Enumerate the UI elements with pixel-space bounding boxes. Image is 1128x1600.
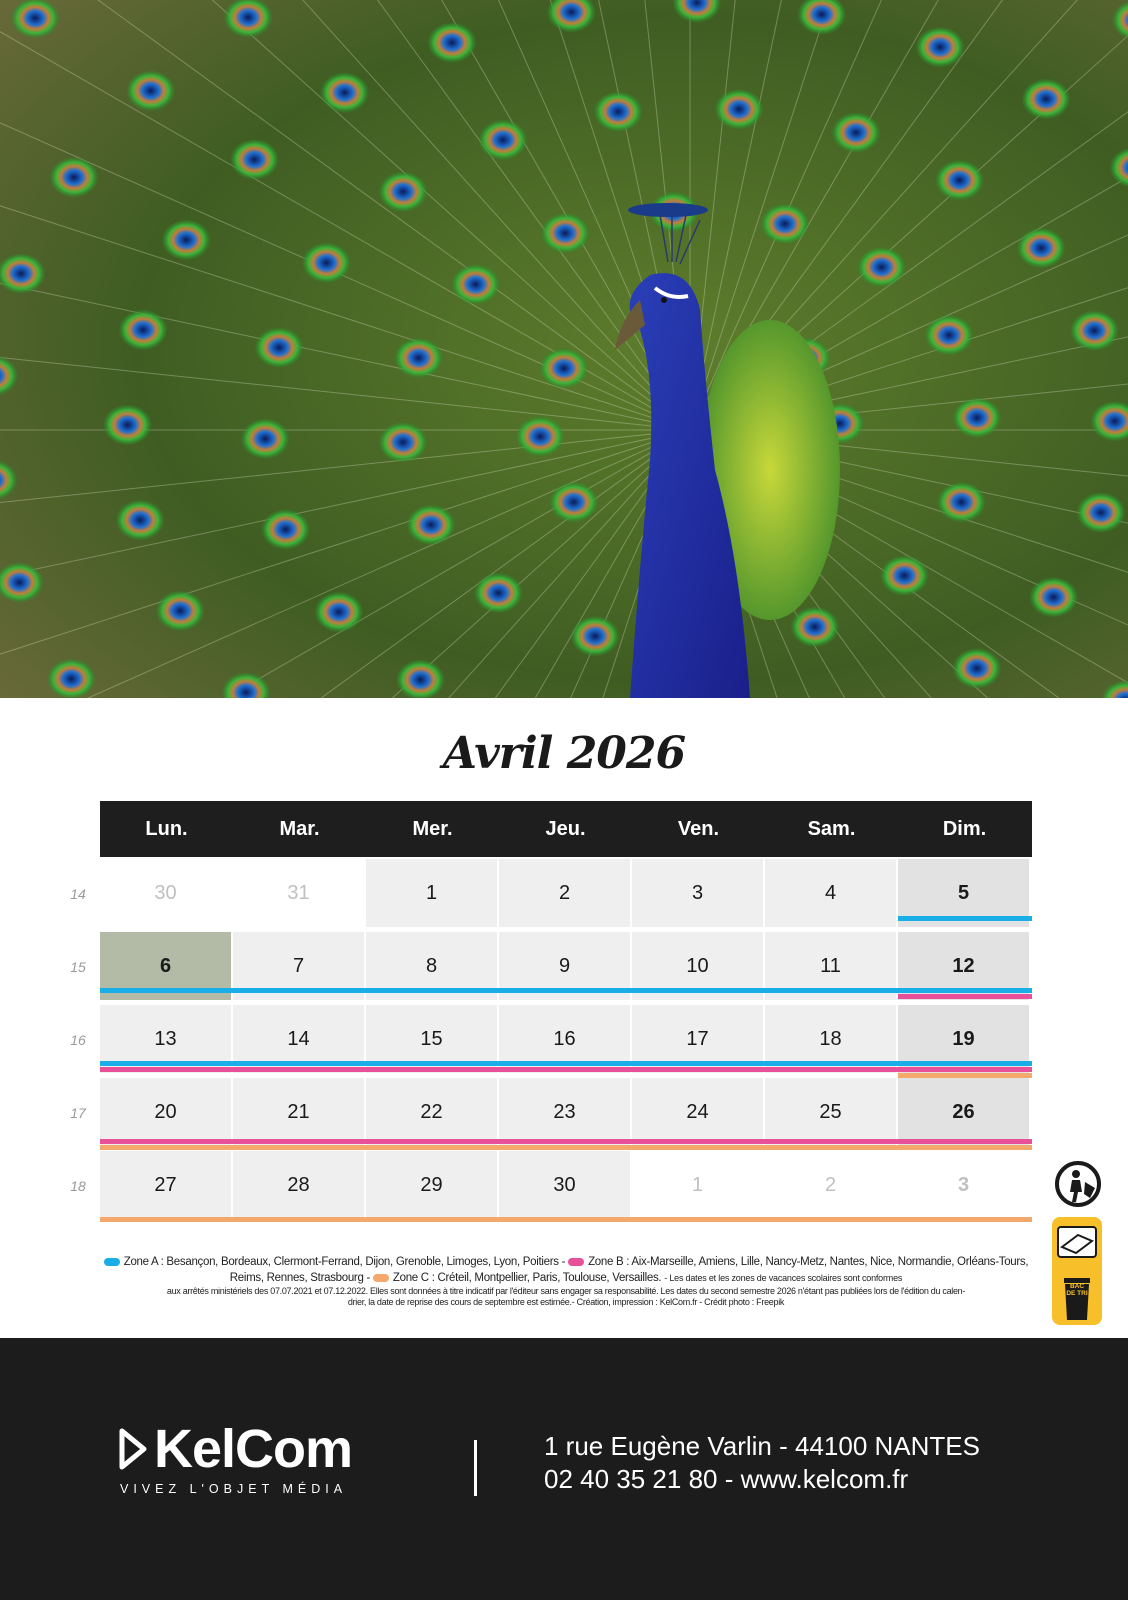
zone-a-holiday-bar [100,988,1032,993]
legend-note: - Les dates et les zones de vacances scolaires sont conformes [664,1273,903,1283]
zone-a-dot [104,1258,120,1266]
logo-name: KelCom [154,1419,353,1479]
zones-legend: Zone A : Besançon, Bordeaux, Clermont-Ferrand, Dijon, Grenoble, Limoges, Lyon, Poitiers - Zone B : Aix-Marseille, Amiens, Lille, Nancy-Metz, Nantes, Nice, Normandie, Orléans-Tours, Reims, Rennes, Strasbourg - Zone C : Créteil, Montpellier, Paris, Toulouse, Versailles. - Les dates et les zones de vacances scolaires sont conformes aux arrêtés ministériels des 07.07.2021 et 07.12.2022. Elles sont données à titre indicatif par l'éditeur sans engager sa responsabilité. Les dates du second semestre 2026 n'étant pas publiées lors de l'édition du calen- drier, la date de reprise des cours de septembre est estimée.- Création, impression : KelCom.fr - Crédit photo : Freepik [100,1254,1032,1308]
legend-note: drier, la date de reprise des cours de septembre est estimée.- Création, impression : KelCom.fr - Crédit photo : Freepik [347,1297,785,1307]
day-cell-sunday: 12 [898,932,1029,1000]
weekday-sun: Dim. [942,817,987,840]
day-cell: 9 [499,932,630,1000]
week-number: 16 [70,1032,86,1048]
day-cell: 2 [499,859,630,927]
week-number: 14 [70,886,86,902]
play-arrow-icon [118,1427,148,1471]
address-line: 1 rue Eugène Varlin - 44100 NANTES [544,1431,980,1461]
day-cell: 2 [824,1173,837,1196]
recycling-info [1052,1158,1104,1325]
day-cell: 18 [765,1005,896,1073]
day-cell-sunday: 19 [898,1005,1029,1073]
day-cell-sunday: 26 [898,1078,1029,1146]
zone-b-holiday-bar [100,1139,1032,1144]
zone-c-holiday-bar [898,1073,1032,1078]
day-cell-sunday: 5 [898,859,1029,927]
day-cell: 15 [366,1005,497,1073]
day-cell: 11 [765,932,896,1000]
weekday-thu: Jeu. [545,817,586,840]
month-title: Avril 2026 [442,728,686,779]
day-cell-sunday: 3 [957,1173,970,1196]
day-cell: 30 [154,881,177,904]
day-cell: 30 [499,1151,630,1219]
weekday-wed: Mer. [412,817,453,840]
kelcom-logo[interactable] [118,1418,352,1496]
contact-block [544,1430,980,1496]
sorting-bin-badge [1052,1217,1102,1325]
day-cell: 31 [287,881,310,904]
day-cell: 4 [765,859,896,927]
zone-c-holiday-bar [100,1145,1032,1150]
zone-a-text: Zone A : Besançon, Bordeaux, Clermont-Ferrand, Dijon, Grenoble, Limoges, Lyon, Poitiers [123,1256,559,1268]
day-cell: 1 [366,859,497,927]
day-cell: 22 [366,1078,497,1146]
week-number: 17 [70,1105,86,1121]
logo-tagline: VIVEZ L'OBJET MÉDIA [120,1482,348,1496]
weekday-header [100,801,1032,857]
day-cell: 20 [100,1078,231,1146]
footer [0,1338,1128,1600]
day-cell: 13 [100,1005,231,1073]
zone-c-holiday-bar [100,1217,1032,1222]
day-cell: 7 [233,932,364,1000]
week-number: 18 [70,1178,86,1194]
week-number: 15 [70,959,86,975]
zone-c-dot [373,1274,389,1282]
zone-b-dot [568,1258,584,1266]
day-cell: 24 [632,1078,763,1146]
weekday-fri: Ven. [677,817,720,840]
day-cell: 10 [632,932,763,1000]
day-cell: 21 [233,1078,364,1146]
zone-b-holiday-bar [100,1067,1032,1072]
day-cell: 25 [765,1078,896,1146]
day-cell: 23 [499,1078,630,1146]
legend-note: aux arrêtés ministériels des 07.07.2021 et 07.12.2022. Elles sont données à titre indicatif par l'éditeur sans engager sa responsabilité. Les dates du second semestre 2026 n'étant pas publiées lors de l'édition du calen- [166,1286,966,1296]
zone-c-text: Zone C : Créteil, Montpellier, Paris, Toulouse, Versailles. [392,1272,662,1284]
weekday-sat: Sam. [807,817,856,840]
day-cell: 29 [366,1151,497,1219]
zone-a-holiday-bar [898,916,1032,921]
day-cell: 28 [233,1151,364,1219]
day-cell: 17 [632,1005,763,1073]
zone-a-holiday-bar [100,1061,1032,1066]
day-cell: 3 [632,859,763,927]
zone-b-holiday-bar [898,994,1032,999]
day-cell: 27 [100,1151,231,1219]
packaging-icon [1052,1217,1102,1269]
day-cell: 14 [233,1005,364,1073]
day-cell-holiday: 6 [100,932,231,1000]
day-cell: 1 [691,1173,704,1196]
contact-line[interactable]: 02 40 35 21 80 - www.kelcom.fr [544,1464,909,1494]
day-cell: 8 [366,932,497,1000]
weekday-tue: Mar. [279,817,320,840]
bin-label: BAC DE TRI [1066,1283,1088,1297]
day-cell: 16 [499,1005,630,1073]
triman-recycle-icon [1052,1158,1104,1210]
weekday-mon: Lun. [145,817,188,840]
zone-b-text: Zone B : Aix-Marseille, Amiens, Lille, Nancy-Metz, Nantes, Nice, Normandie, Orléans-Tours, Reims, Rennes, Strasbourg [229,1256,1029,1284]
footer-divider [474,1440,477,1496]
